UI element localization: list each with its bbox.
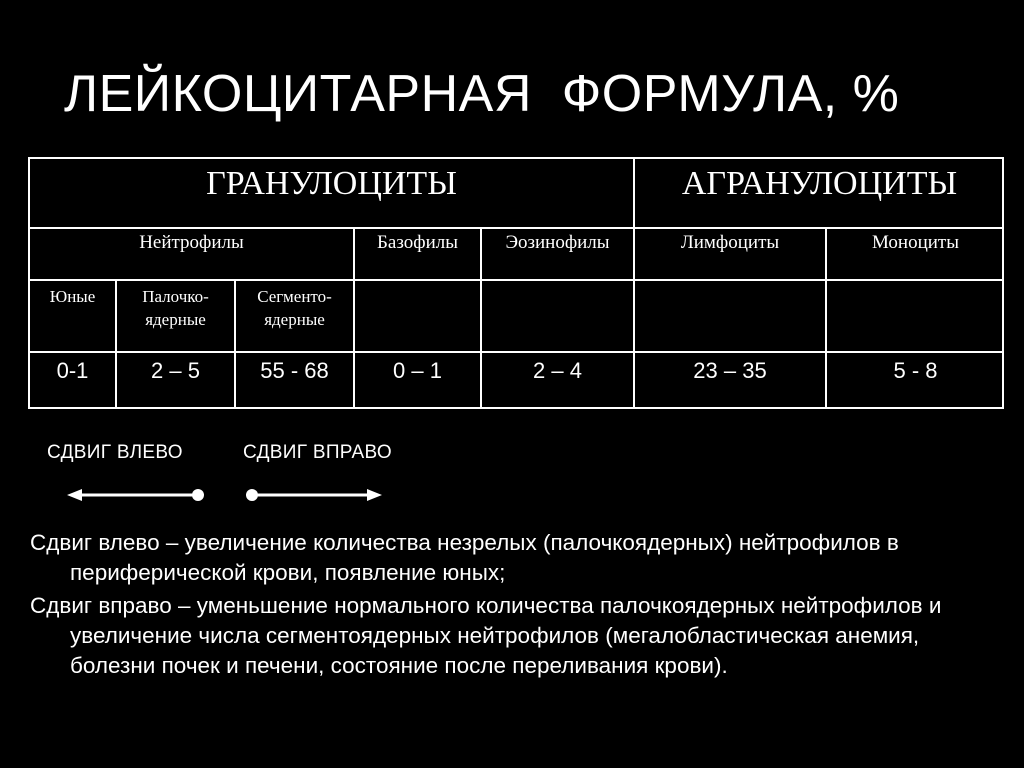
note-shift-left: Сдвиг влево – увеличение количества незрелых (палочкоядерных) нейтрофилов в периферической крови, появление юных; — [30, 530, 899, 585]
header-young-neutrophils: Юные — [30, 281, 117, 353]
header-eosinophils: Эозинофилы — [482, 229, 635, 281]
value-monocytes: 5 - 8 — [893, 358, 938, 383]
header-agranulocytes: АГРАНУЛОЦИТЫ — [635, 159, 1004, 229]
value-lymphocytes: 23 – 35 — [635, 353, 827, 409]
value-band: 2 – 5 — [117, 353, 236, 409]
slide-title: ЛЕЙКОЦИТАРНАЯ ФОРМУЛА, % — [64, 65, 900, 123]
header-lymphocytes: Лимфоциты — [635, 229, 827, 281]
header-neutrophils: Нейтрофилы — [30, 229, 355, 281]
note-shift-right: Сдвиг вправо – уменьшение нормального количества палочкоядерных нейтрофилов и увеличение числа сегментоядерных нейтрофилов (мегалобластическая анемия, болезни почек и печени, состояние после переливания крови). — [30, 593, 942, 678]
right-arrow-icon — [246, 489, 382, 501]
value-eosinophils: 2 – 4 — [482, 353, 635, 409]
shift-left-label: СДВИГ ВЛЕВО — [47, 442, 183, 463]
header-band-neutrophils: Палочко-ядерные — [117, 281, 236, 353]
value-segmented: 55 - 68 — [236, 353, 355, 409]
header-basophils: Базофилы — [355, 229, 482, 281]
header-monocytes: Моноциты — [827, 229, 1004, 281]
value-young: 0-1 — [30, 353, 117, 409]
header-granulocytes: ГРАНУЛОЦИТЫ — [30, 159, 635, 229]
shift-right-label: СДВИГ ВПРАВО — [243, 442, 392, 463]
left-arrow-icon — [67, 489, 204, 501]
notes — [30, 528, 990, 684]
value-basophils: 0 – 1 — [355, 353, 482, 409]
header-segmented-neutrophils: Сегменто-ядерные — [236, 281, 355, 353]
